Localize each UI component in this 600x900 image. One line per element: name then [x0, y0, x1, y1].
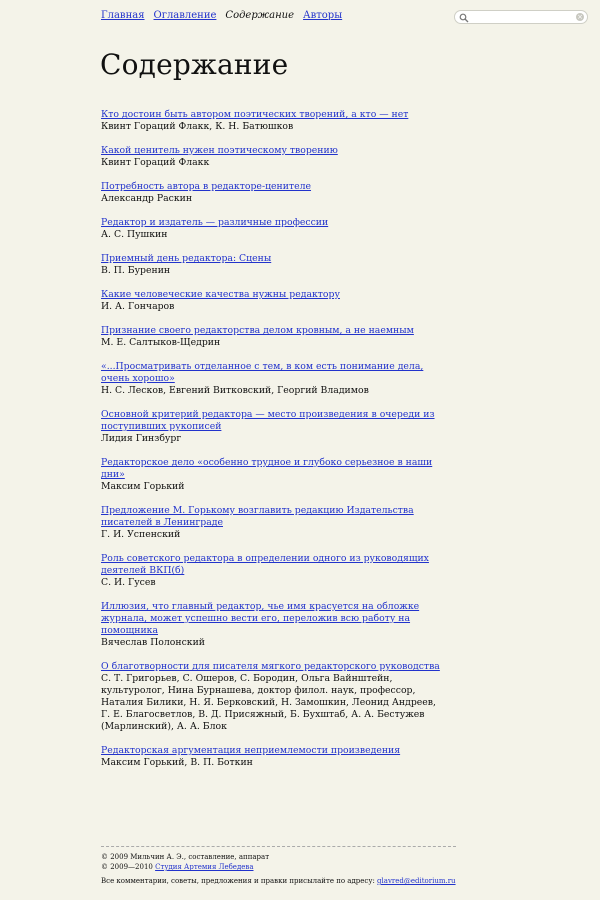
- article-link[interactable]: Какие человеческие качества нужны редактору: [101, 289, 340, 300]
- list-item: [101, 325, 446, 349]
- article-link[interactable]: Предложение М. Горькому возглавить редакцию Издательства писателей в Ленинграде: [101, 505, 414, 528]
- article-author: Н. С. Лесков, Евгений Витковский, Георгий Владимов: [101, 385, 369, 396]
- article-link[interactable]: Признание своего редакторства делом кровным, а не наемным: [101, 325, 414, 336]
- article-author: Александр Раскин: [101, 193, 193, 204]
- list-item: [101, 145, 446, 169]
- article-link[interactable]: Какой ценитель нужен поэтическому творению: [101, 145, 338, 156]
- list-item: [101, 505, 446, 541]
- article-author: С. Т. Григорьев, С. Ошеров, С. Бородин, Ольга Вайнштейн, культуролог, Нина Бурнашева, доктор филол. наук, профессор, Наталия Билики, Н. Я. Берковский, Н. Замошкин, Леонид Андреев, Г. Е. Благосветлов, В. Д. Присяжный, Б. Бухштаб, А. А. Бестужев (Марлинский), А. А. Блок: [101, 673, 436, 732]
- article-author: А. С. Пушкин: [101, 229, 168, 240]
- search-box: [454, 10, 588, 24]
- page-title: Содержание: [100, 48, 289, 81]
- clear-search-icon[interactable]: ×: [577, 13, 583, 21]
- article-link[interactable]: Редактор и издатель — различные профессии: [101, 217, 329, 228]
- nav-contents-current: Содержание: [225, 10, 295, 21]
- copyright-line-1: © 2009 Мильчин А. Э., составление, аппарат: [101, 853, 270, 861]
- article-link[interactable]: Потребность автора в редакторе-ценителе: [101, 181, 312, 192]
- article-author: Максим Горький, В. П. Боткин: [101, 757, 253, 768]
- article-link[interactable]: Основной критерий редактора — место произведения в очереди из поступивших рукописей: [101, 409, 435, 432]
- article-author: Максим Горький: [101, 481, 185, 492]
- article-link[interactable]: Редакторская аргументация неприемлемости произведения: [101, 745, 401, 756]
- search-input[interactable]: [471, 12, 571, 22]
- email-link[interactable]: glavred@editorium.ru: [377, 877, 456, 885]
- list-item: [101, 553, 446, 589]
- article-link[interactable]: Приемный день редактора: Сцены: [101, 253, 272, 264]
- article-link[interactable]: Кто достоин быть автором поэтических творений, а кто — нет: [101, 109, 409, 120]
- article-link[interactable]: О благотворности для писателя мягкого редакторского руководства: [101, 661, 440, 672]
- footer: [101, 846, 456, 886]
- search-icon: [459, 13, 469, 23]
- list-item: [101, 253, 446, 277]
- article-author: И. А. Гончаров: [101, 301, 175, 312]
- article-author: Вячеслав Полонский: [101, 637, 206, 648]
- nav-toc-link[interactable]: Оглавление: [153, 10, 217, 21]
- article-link[interactable]: «...Просматривать отделанное с тем, в ком есть понимание дела, очень хорошо»: [101, 361, 424, 384]
- top-nav: [101, 10, 342, 21]
- footer-divider: [101, 846, 456, 847]
- article-author: В. П. Буренин: [101, 265, 171, 276]
- article-link[interactable]: Иллюзия, что главный редактор, чье имя красуется на обложке журнала, может успешно вести его, переложив всю работу на помощника: [101, 601, 420, 636]
- studio-link[interactable]: Студия Артемия Лебедева: [155, 863, 254, 871]
- list-item: [101, 109, 446, 133]
- list-item: [101, 217, 446, 241]
- nav-home-link[interactable]: Главная: [101, 10, 145, 21]
- list-item: [101, 745, 446, 769]
- list-item: [101, 181, 446, 205]
- article-link[interactable]: Редакторское дело «особенно трудное и глубоко серьезное в наши дни»: [101, 457, 433, 480]
- article-author: С. И. Гусев: [101, 577, 156, 588]
- contact-prefix: Все комментарии, советы, предложения и правки присылайте по адресу:: [101, 877, 378, 885]
- nav-authors-link[interactable]: Авторы: [303, 10, 343, 21]
- article-link[interactable]: Роль советского редактора в определении одного из руководящих деятелей ВКП(б): [101, 553, 429, 576]
- list-item: [101, 289, 446, 313]
- list-item: [101, 409, 446, 445]
- list-item: [101, 661, 446, 733]
- copyright-line-2: [101, 862, 456, 872]
- contents-list: [101, 109, 446, 781]
- copyright-prefix: © 2009—2010: [101, 863, 156, 871]
- contact-line: [101, 876, 456, 886]
- list-item: [101, 601, 446, 649]
- list-item: [101, 457, 446, 493]
- article-author: Квинт Гораций Флакк: [101, 157, 210, 168]
- article-author: Лидия Гинзбург: [101, 433, 182, 444]
- article-author: Г. И. Успенский: [101, 529, 181, 540]
- article-author: Квинт Гораций Флакк, К. Н. Батюшков: [101, 121, 294, 132]
- list-item: [101, 361, 446, 397]
- article-author: М. Е. Салтыков-Щедрин: [101, 337, 221, 348]
